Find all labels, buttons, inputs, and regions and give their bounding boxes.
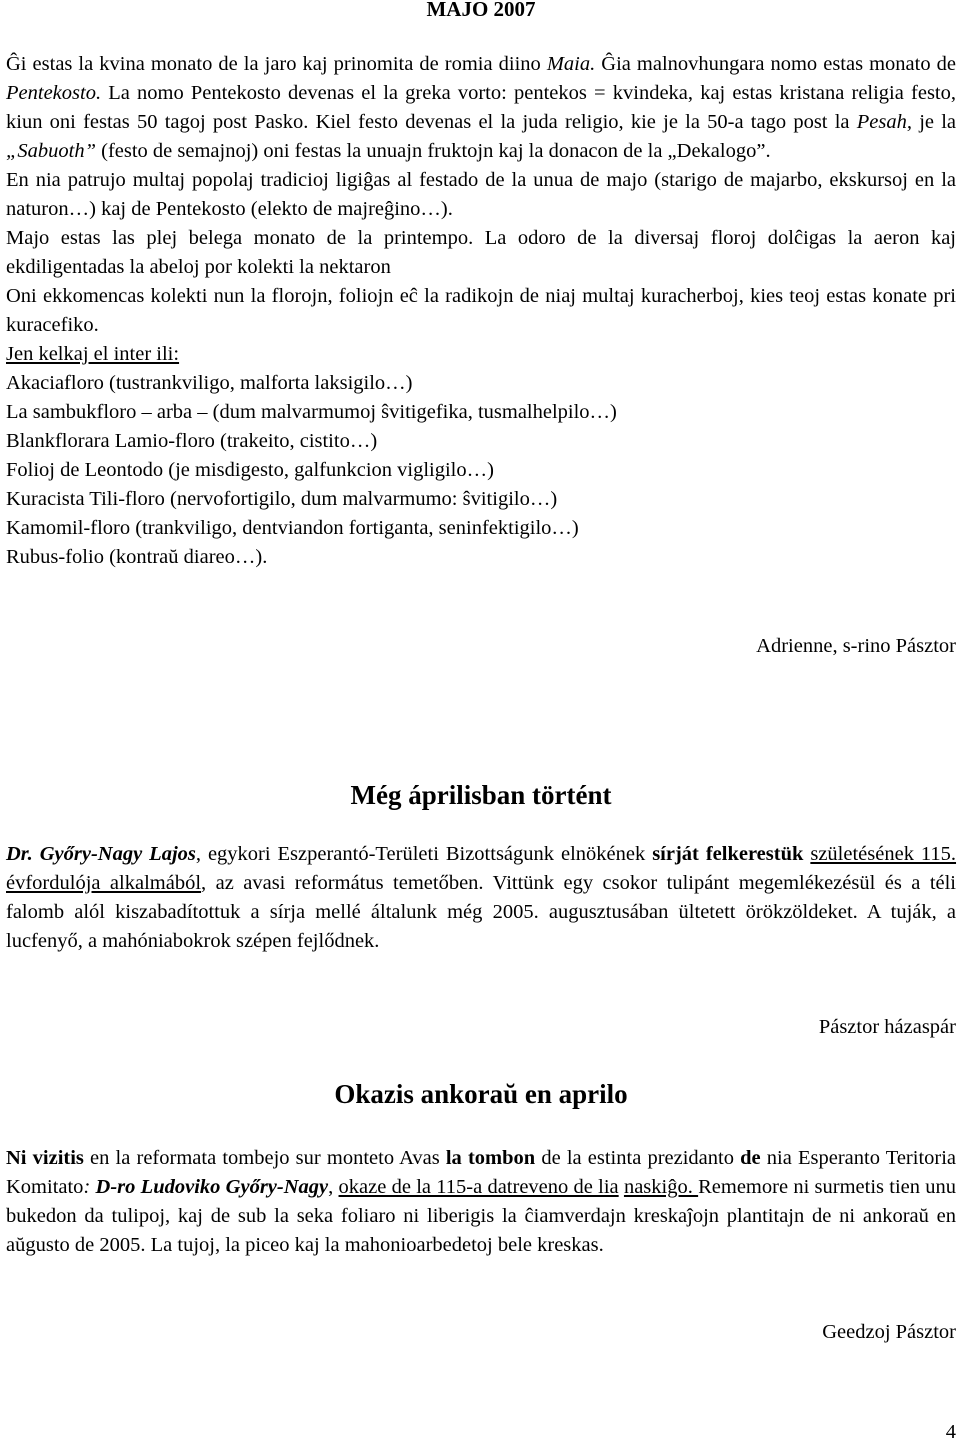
list-item: Blankflorara Lamio-floro (trakeito, cistito…) <box>6 430 378 452</box>
page-header-title: MAJO 2007 <box>426 0 536 21</box>
paragraph-aprilis <box>6 840 956 956</box>
underline-okaze: okaze de la 115-a datreveno de lia <box>338 1176 619 1198</box>
paragraph-intro <box>6 50 956 166</box>
text-run: , egykori Eszperantó-Területi Bizottságunk elnökének <box>195 843 653 865</box>
bold-italic-name: D-ro Ludoviko Győry-Nagy <box>95 1176 329 1198</box>
italic-pesah: Pesah, <box>856 111 912 133</box>
paragraph-aprilo <box>6 1144 956 1260</box>
text-colon: : <box>83 1176 91 1198</box>
page-number: 4 <box>945 1421 956 1443</box>
bold-de: de <box>740 1147 761 1169</box>
text-run: , <box>328 1176 339 1198</box>
list-item: Rubus-folio (kontraŭ diareo…). <box>6 546 268 568</box>
list-item: Kamomil-floro (trankviligo, dentviandon fortiganta, seninfektigilo…) <box>6 517 579 539</box>
article-title-aprilo: Okazis ankoraŭ en aprilo <box>334 1079 628 1109</box>
bold-sirjat: sírját felkerestük <box>652 843 804 865</box>
text-run: Rememore ni surmetis tien unu bukedon da tulipoj, kaj de sub la seka foliaro ni liberigis la ĉiamverdajn kreskaĵojn plantitajn de ni ankoraŭ en aŭgusto de 2005. La tujoj, la piceo kaj la mahonioarbedetoj bele kreskas. <box>6 1176 957 1256</box>
bold-la-tombon: la tombon <box>445 1147 536 1169</box>
italic-pentekosto: Pentekosto. <box>6 82 102 104</box>
article-aprilis <box>6 840 956 956</box>
signature-adrienne: Adrienne, s-rino Pásztor <box>756 635 956 657</box>
text-run: (festo de semajnoj) oni festas la unuajn fruktojn kaj la donacon de la „Dekalogo”. <box>96 140 771 162</box>
paragraph-printempo: Majo estas las plej belega monato de la printempo. La odoro de la diversaj floroj dolĉigas la aeron kaj ekdiligentadas la abeloj por kolekti la nektaron <box>6 227 956 278</box>
signature-geedzoj: Geedzoj Pásztor <box>822 1321 956 1343</box>
italic-sabuoth: „Sabuoth” <box>6 140 96 162</box>
article-majo <box>6 50 956 572</box>
text-run: nia Esperanto Teritoria Komitato <box>6 1147 957 1198</box>
text-run: Ĝia malnovhungara nomo estas monato de <box>595 53 956 75</box>
bold-ni-vizitis: Ni vizitis <box>6 1147 84 1169</box>
text-run: en la reformata tombejo sur monteto Avas <box>83 1147 446 1169</box>
text-name: Győry-Nagy Lajos <box>39 843 196 865</box>
text-run: je la <box>911 111 956 133</box>
article-aprilo <box>6 1144 956 1260</box>
signature-hazaspar: Pásztor házaspár <box>818 1016 956 1038</box>
text-run: , az avasi református temetőben. Vittünk egy csokor tulipánt megemlékezésül és a téli falomb alól kiszabadítottuk a sírja mellé általunk még 2005. augusztusában ültetett örökzöldeket. A tuják, a lucfenyő, a mahóniabokrok szépen fejlődnek. <box>6 872 957 952</box>
paragraph-traditions: En nia patrujo multaj popolaj tradicioj ligiĝas al festado de la unua de majo (starigo de majarbo, ekskursoj en la naturon…) kaj de Pentekosto (elekto de majreĝino…). <box>6 169 956 220</box>
article-title-aprilis: Még áprilisban történt <box>350 780 612 810</box>
list-item: Akaciafloro (tustrankviligo, malforta laksigilo…) <box>6 372 413 394</box>
list-item: Folioj de Leontodo (je misdigesto, galfunkcion vigligilo…) <box>6 459 494 481</box>
list-item: La sambukfloro – arba – (dum malvarmumoj ŝvitigefika, tusmalhelpilo…) <box>6 401 617 423</box>
text-run: La nomo Pentekosto devenas el la greka vorto: pentekos = kvindeka, kaj estas kristana religia festo, kiun oni festas 50 tagoj post Pasko. Kiel festo devenas el la juda religio, kie je la 50-a tago post la <box>6 82 956 133</box>
list-item: Kuracista Tili-floro (nervofortigilo, dum malvarmumo: ŝvitigilo…) <box>6 488 558 510</box>
text-run: Ĝi estas la kvina monato de la jaro kaj prinomita de romia diino <box>6 53 547 75</box>
list-heading: Jen kelkaj el inter ili: <box>6 343 180 365</box>
underline-naskigo: naskiĝo. <box>623 1176 699 1198</box>
text-dr: Dr. <box>6 843 33 865</box>
paragraph-kuracherboj: Oni ekkomencas kolekti nun la florojn, foliojn eĉ la radikojn de niaj multaj kuracherboj, kies teoj estas konate pri kuracefiko. <box>6 285 956 336</box>
italic-maia: Maia. <box>546 53 596 75</box>
underline-anniversary: születésének 115. évfordulója alkalmából <box>6 843 957 894</box>
text-run: de la estinta prezidanto <box>535 1147 741 1169</box>
